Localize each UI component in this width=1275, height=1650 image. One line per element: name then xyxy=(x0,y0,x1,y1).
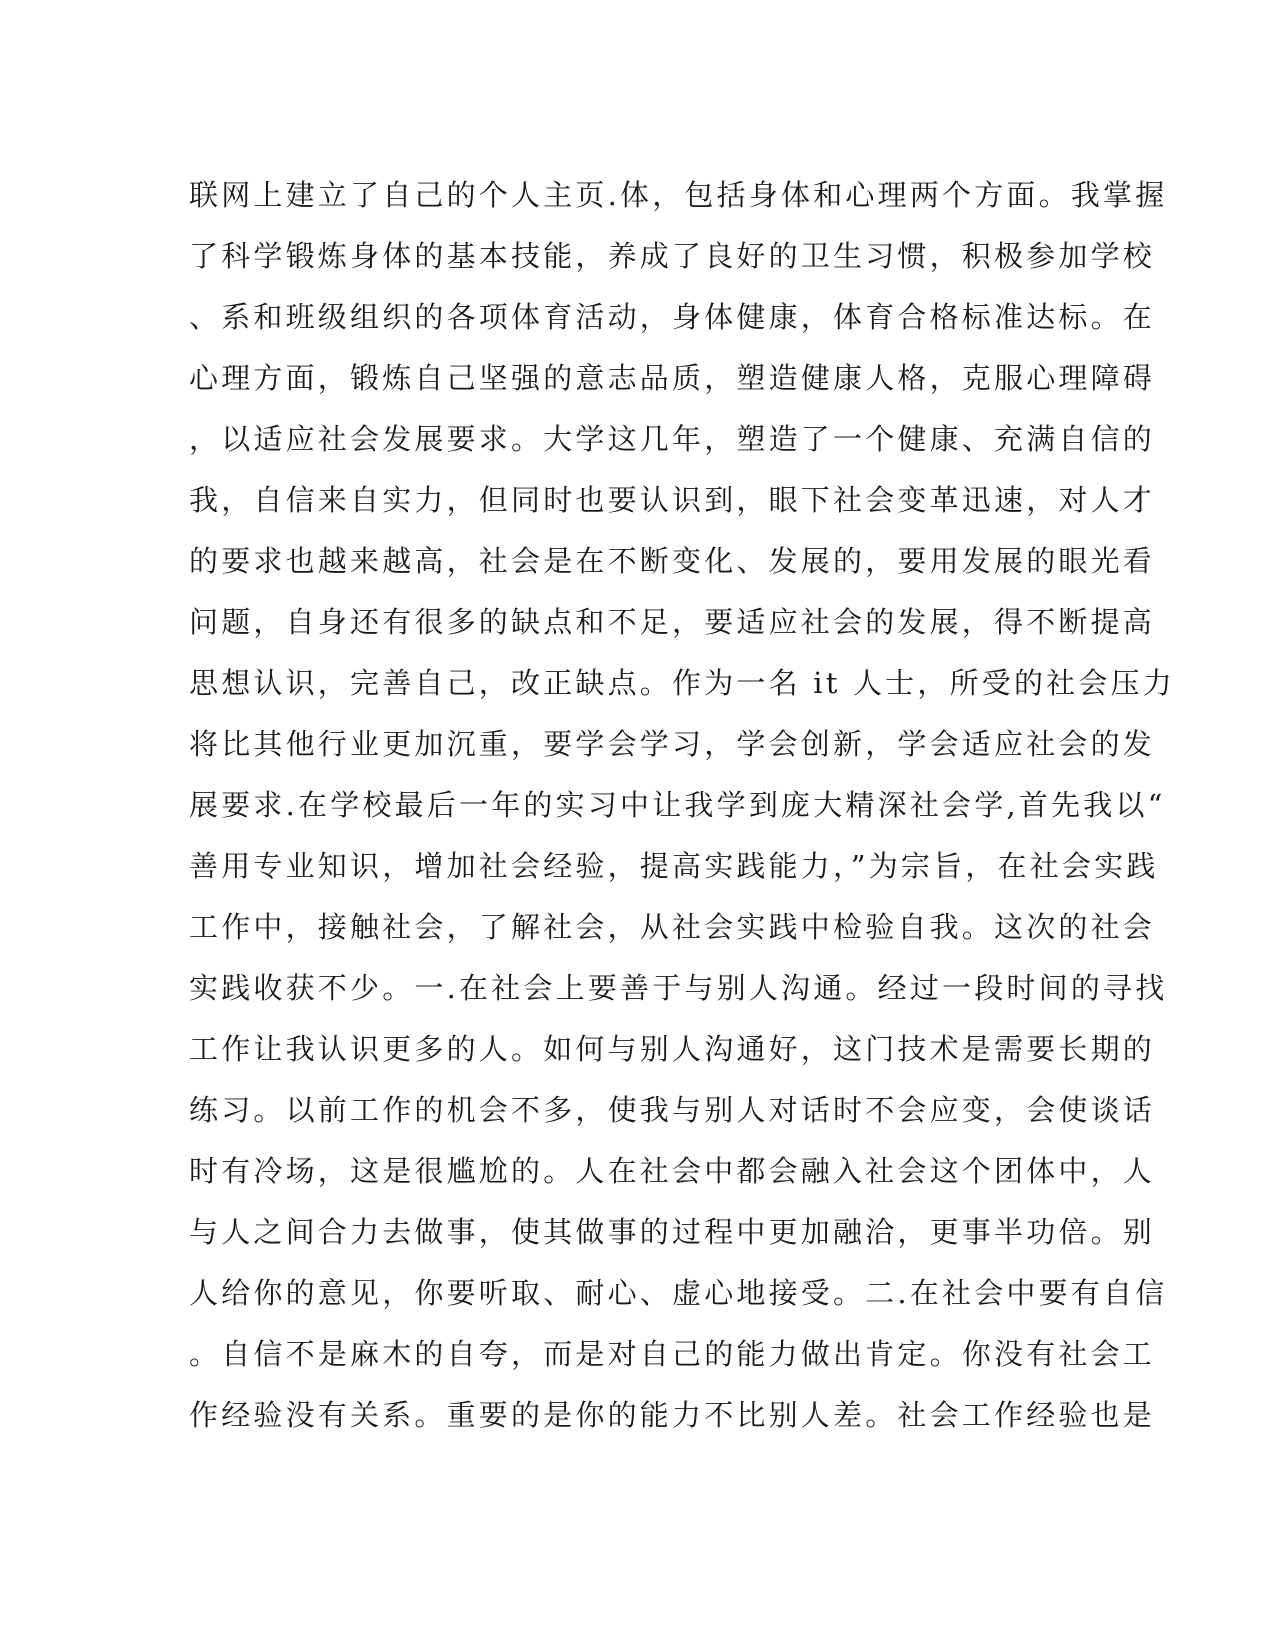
text-line: 练习。以前工作的机会不多，使我与别人对话时不会应变，会使谈话 xyxy=(189,1093,1156,1127)
text-line: 实践收获不少。一.在社会上要善于与别人沟通。经过一段时间的寻找 xyxy=(189,971,1168,1005)
text-line: 思想认识，完善自己，改正缺点。作为一名 it 人士，所受的社会压力 xyxy=(189,666,1175,700)
text-line: 时有冷场，这是很尴尬的。人在社会中都会融入社会这个团体中，人 xyxy=(189,1154,1156,1188)
text-line: 展要求.在学校最后一年的实习中让我学到庞大精深社会学,首先我以“ xyxy=(189,788,1166,822)
text-line: 问题，自身还有很多的缺点和不足，要适应社会的发展，得不断提高 xyxy=(189,605,1156,639)
body-text xyxy=(189,165,1175,1446)
text-line: 的要求也越来越高，社会是在不断变化、发展的，要用发展的眼光看 xyxy=(189,544,1156,578)
text-line: 心理方面，锻炼自己坚强的意志品质，塑造健康人格，克服心理障碍 xyxy=(189,361,1156,395)
text-line: 人给你的意见，你要听取、耐心、虚心地接受。二.在社会中要有自信 xyxy=(189,1276,1168,1310)
text-line: 我，自信来自实力，但同时也要认识到，眼下社会变革迅速，对人才 xyxy=(189,483,1156,517)
text-line: 将比其他行业更加沉重，要学会学习，学会创新，学会适应社会的发 xyxy=(189,727,1156,761)
text-line: 。自信不是麻木的自夸，而是对自己的能力做出肯定。你没有社会工 xyxy=(189,1337,1156,1371)
text-line: 工作中，接触社会，了解社会，从社会实践中检验自我。这次的社会 xyxy=(189,910,1156,944)
text-line: 作经验没有关系。重要的是你的能力不比别人差。社会工作经验也是 xyxy=(189,1398,1156,1432)
text-line: 了科学锻炼身体的基本技能，养成了良好的卫生习惯，积极参加学校 xyxy=(189,239,1156,273)
text-line: 与人之间合力去做事，使其做事的过程中更加融洽，更事半功倍。别 xyxy=(189,1215,1156,1249)
text-line: 联网上建立了自己的个人主页.体，包括身体和心理两个方面。我掌握 xyxy=(189,178,1168,212)
text-line: 善用专业知识，增加社会经验，提高实践能力，”为宗旨，在社会实践 xyxy=(189,849,1159,883)
text-line: ，以适应社会发展要求。大学这几年，塑造了一个健康、充满自信的 xyxy=(189,422,1156,456)
text-line: 工作让我认识更多的人。如何与别人沟通好，这门技术是需要长期的 xyxy=(189,1032,1156,1066)
text-line: 、系和班级组织的各项体育活动，身体健康，体育合格标准达标。在 xyxy=(189,300,1156,334)
